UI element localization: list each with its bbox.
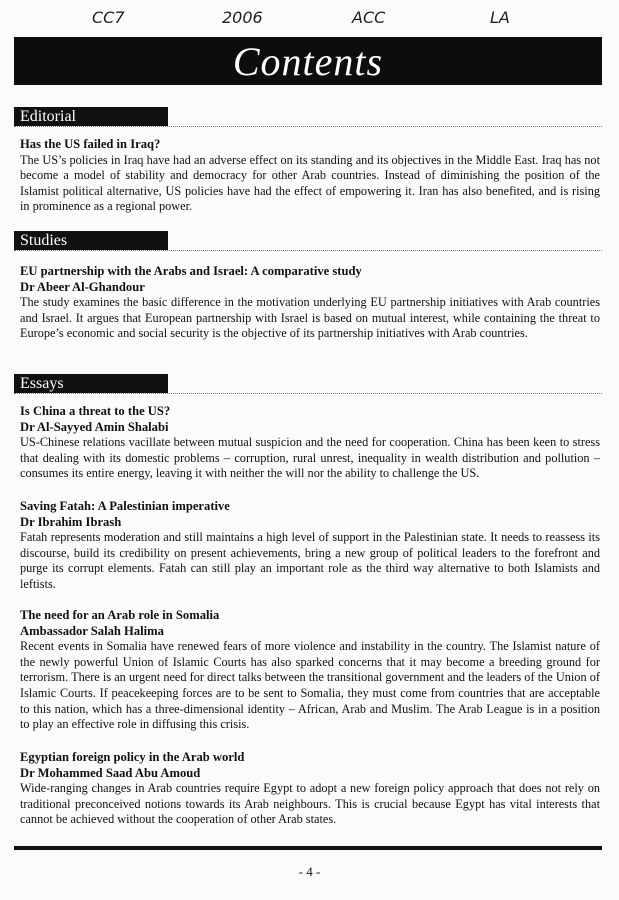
article-body: The US’s policies in Iraq have had an adverse effect on its standing and its objectives in the Middle East. Iraq has not become a model of stability and democracy for other Arab countries. Instead of diminishing the position of the Islamist political alternative, US policies have had the effect of empowering it. Iran has also benefited, and is rising in prominence as a regional power. [20, 152, 600, 214]
article-body: Wide-ranging changes in Arab countries require Egypt to adopt a new foreign policy approach that does not rely on traditional preconceived notions towards its Arab neighbours. This is crucial because Egypt has vital interests that cannot be achieved without the cooperation of other Arab states. [20, 781, 600, 827]
handwritten-note-4: LA [490, 8, 510, 27]
handwritten-note-2: 2006 [222, 8, 263, 27]
article-body: The study examines the basic difference in the motivation underlying EU partnership initiatives with Arab countries and Israel. It argues that European partnership with Israel is based on mutual interest, while containing the threat to Europe’s economic and social security is the objective of its partnership initiatives with Arab countries. [20, 295, 600, 341]
section-heading-editorial: Editorial [14, 107, 168, 126]
article-title: Saving Fatah: A Palestinian imperative [20, 499, 230, 513]
section-rule [14, 126, 602, 127]
handwritten-note-1: CC7 [92, 8, 125, 27]
section-rule [14, 250, 602, 251]
bottom-rule [14, 846, 602, 850]
section-heading-studies: Studies [14, 231, 168, 250]
article-author: Ambassador Salah Halima [20, 623, 164, 638]
article-body: Fatah represents moderation and still maintains a high level of support in the Palestinian state. It needs to reassess its discourse, build its credibility on present achievements, bring a new group of political leaders to the forefront and purge its corrupt elements. Fatah can still play an important role as the third way alternative to both Islamists and leftists. [20, 530, 600, 591]
handwritten-note-3: ACC [352, 8, 386, 27]
article-china [20, 404, 600, 482]
article-author: Dr Ibrahim Ibrash [20, 514, 122, 529]
page-number: - 4 - [298, 864, 321, 879]
article-somalia [20, 608, 600, 733]
article-editorial [20, 137, 600, 215]
section-rule [14, 393, 602, 394]
article-studies [20, 264, 600, 342]
article-author: Dr Mohammed Saad Abu Amoud [20, 765, 201, 780]
article-author: Dr Abeer Al-Ghandour [20, 279, 145, 294]
article-title: Has the US failed in Iraq? [20, 137, 161, 151]
page-title: Contents [14, 37, 602, 85]
article-title: Is China a threat to the US? [20, 404, 171, 418]
article-egypt [20, 750, 600, 828]
article-author: Dr Al-Sayyed Amin Shalabi [20, 419, 169, 434]
article-title: Egyptian foreign policy in the Arab world [20, 750, 245, 764]
article-title: The need for an Arab role in Somalia [20, 608, 220, 622]
article-title: EU partnership with the Arabs and Israel: A comparative study [20, 264, 362, 278]
article-body: US-Chinese relations vacillate between mutual suspicion and the need for cooperation. China has been keen to stress that dealing with its domestic problems – corruption, rural unrest, inequality in wealth distribution and pollution – consumes its entire energy, leaving it with neither the will nor the ability to challenge the US. [20, 435, 600, 481]
article-fatah [20, 499, 600, 593]
article-body: Recent events in Somalia have renewed fears of more violence and instability in the country. The Islamist nature of the newly powerful Union of Islamic Courts has also sparked concerns that it may become a breeding ground for terrorism. There is an urgent need for direct talks between the transitional government and the leaders of the Union of Islamic Courts. If peacekeeping forces are to be sent to Somalia, they must come from countries that are acceptable to this nation, which has a three-dimensional identity – African, Arab and Muslim. The Arab League is in a position to play an effective role in diffusing this crisis. [20, 639, 600, 732]
section-heading-essays: Essays [14, 374, 168, 393]
